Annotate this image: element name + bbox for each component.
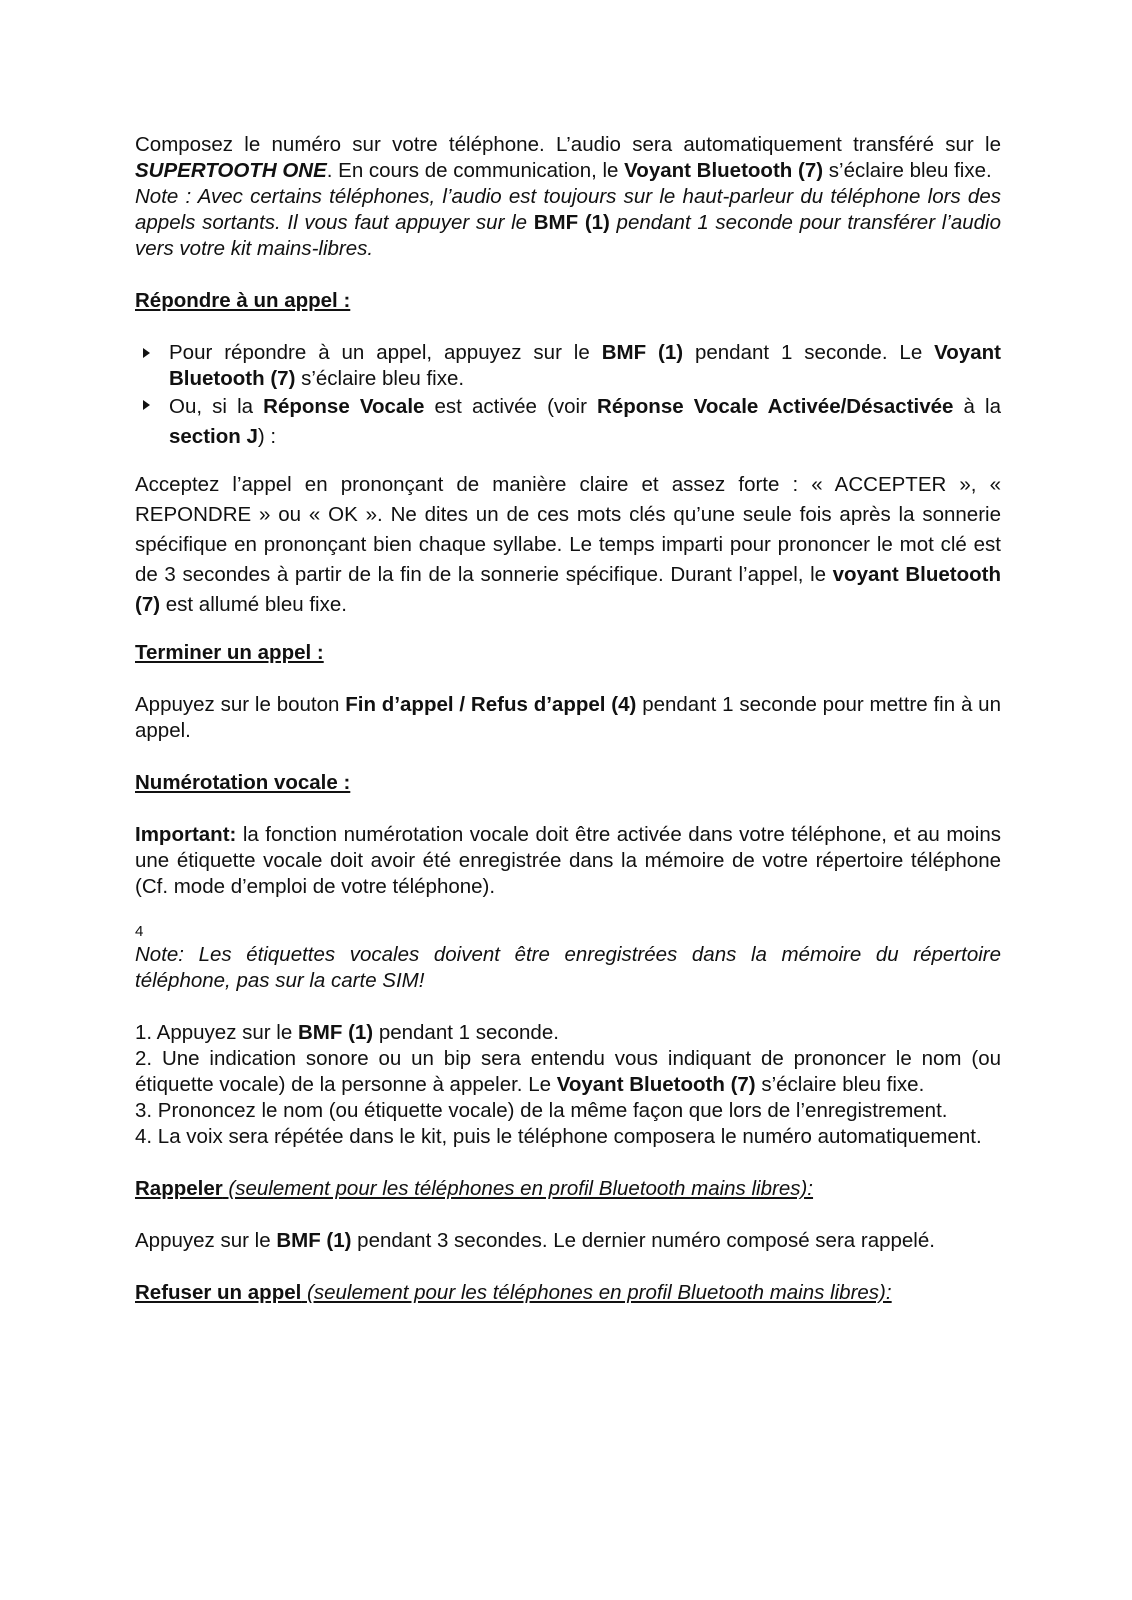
heading-numerotation: Numérotation vocale : [135,771,351,794]
list-item: Ou, si la Réponse Vocale est activée (voir Réponse Vocale Activée/Désactivée à la section J) : [135,392,1001,452]
intro-note: Note : Avec certains téléphones, l’audio est toujours sur le haut-parleur du téléphone lors des appels sortants. Il vous faut appuyer sur le BMF (1) pendant 1 seconde pour transférer l’audio vers votre kit mains-libres. [135,185,1001,260]
heading-rappeler: Rappeler (seulement pour les téléphones en profil Bluetooth mains libres): [135,1177,814,1200]
document-page [135,132,1001,1306]
voice-answer-paragraph: Acceptez l’appel en prononçant de manière claire et assez forte : « ACCEPTER », « REPONDRE » ou « OK ». Ne dites un de ces mots clés qu’une seule fois après la sonnerie spécifique en prononçant bien chaque syllabe. Le temps imparti pour prononcer le mot clé est de 3 secondes à partir de la fin de la sonnerie spécifique. Durant l’appel, le voyant Bluetooth (7) est allumé bleu fixe. [135,473,1001,616]
heading-terminer: Terminer un appel : [135,641,324,664]
list-item: Pour répondre à un appel, appuyez sur le BMF (1) pendant 1 seconde. Le Voyant Bluetooth (7) s’éclaire bleu fixe. [135,340,1001,392]
page-number: 4 [135,923,144,940]
product-name: SUPERTOOTH ONE [135,159,327,182]
triangle-bullet-icon [143,400,150,410]
sim-note: Note: Les étiquettes vocales doivent être enregistrées dans la mémoire du répertoire téléphone, pas sur la carte SIM! [135,943,1001,992]
triangle-bullet-icon [143,348,150,358]
heading-refuser: Refuser un appel (seulement pour les téléphones en profil Bluetooth mains libres): [135,1281,892,1304]
intro-paragraph: Composez le numéro sur votre téléphone. L’audio sera automatiquement transféré sur le SUPERTOOTH ONE. En cours de communication, le Voyant Bluetooth (7) s’éclaire bleu fixe. [135,133,1001,182]
heading-repondre: Répondre à un appel : [135,289,351,312]
important-paragraph: Important: la fonction numérotation vocale doit être activée dans votre téléphone, et au moins une étiquette vocale doit avoir été enregistrée dans la mémoire de votre répertoire téléphone (Cf. mode d’emploi de votre téléphone). [135,823,1001,898]
step-2: 2. Une indication sonore ou un bip sera entendu vous indiquant de prononcer le nom (ou étiquette vocale) de la personne à appeler. Le Voyant Bluetooth (7) s’éclaire bleu fixe. [135,1047,1001,1096]
step-4: 4. La voix sera répétée dans le kit, puis le téléphone composera le numéro automatiquement. [135,1125,982,1148]
step-3: 3. Prononcez le nom (ou étiquette vocale) de la même façon que lors de l’enregistrement. [135,1099,948,1122]
step-1: 1. Appuyez sur le BMF (1) pendant 1 seconde. [135,1021,559,1044]
terminer-paragraph: Appuyez sur le bouton Fin d’appel / Refus d’appel (4) pendant 1 seconde pour mettre fin à un appel. [135,693,1001,742]
rappeler-paragraph: Appuyez sur le BMF (1) pendant 3 secondes. Le dernier numéro composé sera rappelé. [135,1229,935,1252]
